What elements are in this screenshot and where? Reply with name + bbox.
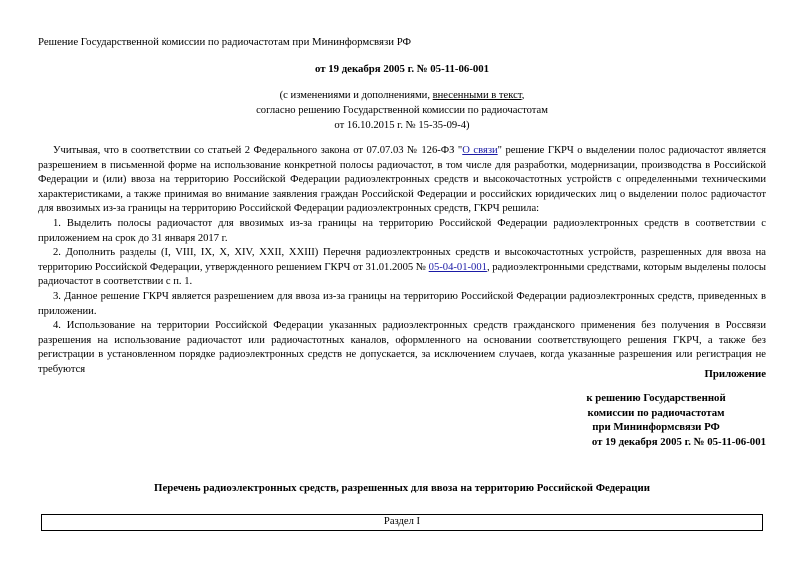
- amendments-suffix: ,: [521, 90, 525, 101]
- amendments-underlined-text: внесенными в текст: [432, 90, 522, 101]
- amendments-note-line-3: от 16.10.2015 г. № 15-35-09-4): [334, 119, 470, 131]
- appendix-label: Приложение: [704, 368, 766, 380]
- amendments-note-line-2: согласно решению Государственной комиссии по радиочастотам: [256, 104, 548, 116]
- decision-item-2: [38, 246, 766, 290]
- preamble-text-end: " решение ГКРЧ о выделении полос радиочастот является разрешением в письменной форме на использование конкретной полосы радиочастот, в том числе для разработки, модернизации, производства в Российской Федерации и (или) ввоза на территорию Российской Федерации радиоэлектронных средств и высокочастотных устройств с определенными техническими характеристиками, а также принимая во внимание заявления граждан Российской Федерации и российских юридических лиц о выделении полос радиочастот для ввозимых из-за границы на территорию Российской Федерации радиоэлектронных средств, ГКРЧ решила:: [38, 145, 766, 215]
- law-on-communications-link[interactable]: О связи: [462, 145, 498, 156]
- decision-item-3: 3. Данное решение ГКРЧ является разрешением для ввоза из-за границы на территорию Российской Федерации радиоэлектронных средств, приведенных в приложении.: [38, 290, 766, 317]
- preamble-text-start: Учитывая, что в соответствии со статьей 2 Федерального закона от 07.07.03 № 126-ФЗ ": [53, 145, 463, 156]
- amendments-note-line-1: [38, 89, 766, 104]
- organization-title: Решение Государственной комиссии по радиочастотам при Мининформсвязи РФ: [38, 36, 412, 48]
- table-row: [42, 515, 763, 531]
- appendix-ref-line-4: от 19 декабря 2005 г. № 05-11-06-001: [591, 435, 766, 448]
- decision-date-heading: от 19 декабря 2005 г. № 05-11-06-001: [314, 63, 490, 75]
- item-2-text-start: 2. Дополнить разделы (I, VIII, IX, X, XIV, XXII, XXIII) Перечня радиоэлектронных средств и высокочастотных устройств, разрешенных для ввоза на территорию Российской Федерации, утвержденного решением ГКРЧ от 31.01.2005 №: [38, 247, 766, 273]
- equipment-table: [41, 514, 763, 531]
- preamble-paragraph: [38, 144, 766, 217]
- appendix-ref-line-1: к решению Государственной: [586, 392, 726, 404]
- appendix-ref-line-2: комиссии по радиочастотам: [587, 406, 725, 419]
- decision-item-1: 1. Выделить полосы радиочастот для ввозимых из-за границы на территорию Российской Федерации радиоэлектронных средств в соответствии с приложением на срок до 31 января 2017 г.: [38, 217, 766, 244]
- amendments-prefix: (с изменениями и дополнениями,: [279, 90, 433, 101]
- decision-05-04-01-001-link[interactable]: 05-04-01-001: [428, 261, 487, 273]
- section-header-cell: Раздел I: [42, 515, 763, 531]
- appendix-ref-line-3: при Мининформсвязи РФ: [592, 421, 720, 434]
- amendments-note: [38, 89, 766, 133]
- item-2-text-end: , радиоэлектронными средствами, которым выделены полосы радиочастот в соответствии с п. 1.: [38, 261, 766, 288]
- decision-item-4: 4. Использование на территории Российской Федерации указанных радиоэлектронных средств гражданского применения без получения в Россвязи разрешения на использование радиочастот или радиочастотных каналов, оформленного на основании соответствующего решения ГКРЧ, а также без регистрации в установленном порядке радиоэлектронных средств не допускается, за исключением случаев, когда указанные разрешения или регистрация не требуются: [38, 320, 766, 375]
- decision-body: [38, 144, 766, 378]
- appendix-reference: [546, 391, 766, 449]
- equipment-list-title: Перечень радиоэлектронных средств, разрешенных для ввоза на территорию Российской Федерации: [154, 482, 650, 494]
